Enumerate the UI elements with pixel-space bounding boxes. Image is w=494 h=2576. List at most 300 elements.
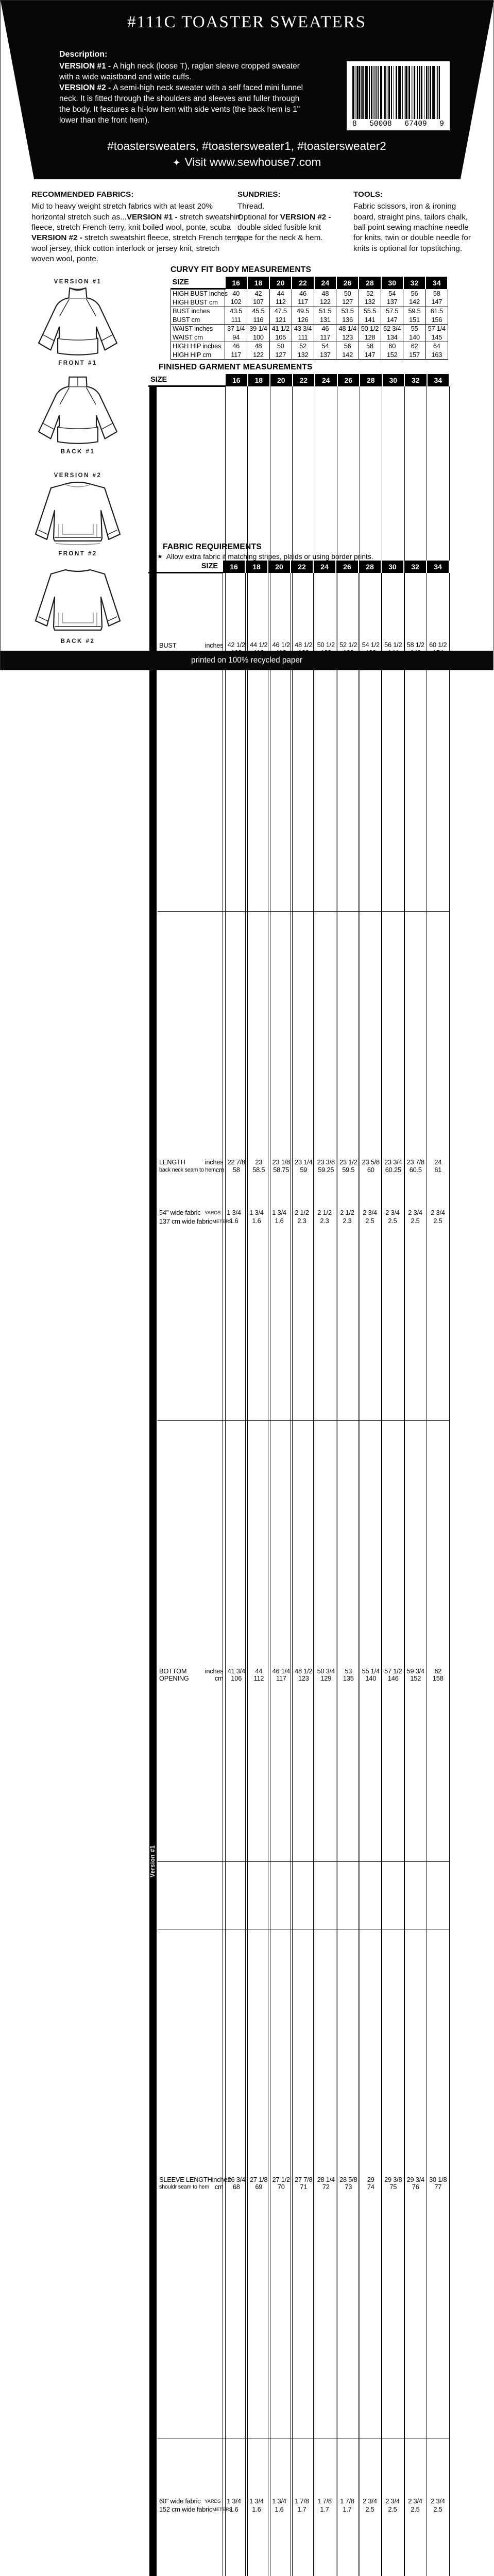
value-top: 58 1/2 [405, 641, 427, 649]
value-bottom: 147 [359, 351, 381, 360]
value-cell [359, 325, 381, 342]
value-cell [292, 325, 314, 342]
value-bottom: 72 [315, 2183, 337, 2191]
size-col-18: 18 [245, 561, 268, 573]
label-text: BOTTOM [159, 1668, 186, 1675]
value-cell [336, 325, 359, 342]
tools-text: Fabric scissors, iron & ironing board, straight pins, tailors chalk, ball point sewing machine needle for knits, twin or double needle for knits is optional for topstitching. [353, 201, 474, 254]
value-top: 56 [403, 290, 425, 298]
footer-text: printed on 100% recycled paper [191, 656, 302, 665]
value-top: 2 1/2 [336, 1209, 359, 1217]
barcode-bar [428, 66, 429, 119]
version2-caption: VERSION #2 [27, 472, 128, 479]
size-col-30: 30 [382, 374, 405, 386]
sundries-line2 [237, 212, 333, 244]
description-version2-label: VERSION #2 - [59, 83, 113, 92]
value-bottom: 147 [426, 298, 448, 307]
value-top: 23 3/4 [382, 1159, 404, 1166]
size-row-label: SIZE [149, 374, 225, 386]
value-top: 52 [359, 290, 381, 298]
value-bottom: 76 [405, 2183, 427, 2191]
size-col-24: 24 [315, 374, 337, 386]
front2-caption: FRONT #2 [27, 551, 128, 557]
value-bottom: 75 [382, 2183, 404, 2191]
value-top: 64 [426, 342, 448, 351]
value-top: 48 [247, 342, 269, 351]
barcode [347, 61, 450, 130]
value-cell [403, 307, 425, 325]
size-col-20: 20 [268, 561, 291, 573]
size-header-row [149, 561, 449, 573]
recommended-fabrics-text-1 [31, 201, 244, 233]
measurement-label [157, 1861, 223, 2576]
visit-url-text: Visit www.sewhouse7.com [185, 156, 321, 168]
value-top: 58 [359, 342, 381, 351]
size-col-22: 22 [293, 374, 315, 386]
value-cell [359, 342, 381, 360]
value-top: 39 1/4 [247, 325, 269, 333]
value-bottom: 123 [293, 1675, 315, 1682]
measurement-label [157, 573, 223, 1862]
value-cell [292, 307, 314, 325]
value-bottom: 140 [403, 333, 425, 342]
value-cell [336, 1861, 359, 2576]
value-cell [225, 307, 247, 325]
value-top: 27 1/2 [270, 2176, 293, 2183]
version-side-label-text: Version #1 [149, 573, 157, 2576]
description-version2-text: A semi-high neck sweater with a self faced mini funnel neck. It is fitted through the shoulders and sleeves and fuller through the body. It features a hi-low hem with side vents (the back hem is 1" lower than the front hem). [59, 83, 303, 125]
back1-caption: BACK #1 [27, 449, 128, 455]
label-text: WAIST cm [173, 333, 203, 342]
value-bottom: 2.3 [291, 1217, 313, 1226]
value-cell [313, 1861, 336, 2576]
value-cell [403, 289, 425, 307]
value-cell [425, 342, 448, 360]
value-top: 41 3/4 [226, 1668, 248, 1675]
size-col-18: 18 [247, 277, 269, 289]
measurement-label [171, 307, 225, 325]
barcode-bar [426, 66, 427, 119]
label-text: 60" wide fabric [159, 2497, 201, 2506]
value-cell [269, 325, 292, 342]
barcode-bar [369, 66, 370, 119]
barcode-bar [430, 66, 431, 119]
value-top: 62 [403, 342, 425, 351]
value-top: 55 [403, 325, 425, 333]
value-top: 46 [225, 342, 247, 351]
value-bottom: 111 [225, 316, 247, 325]
value-top: 44 [270, 290, 292, 298]
value-cell [269, 342, 292, 360]
value-top: 23 1/2 [337, 1159, 360, 1166]
value-cell [313, 573, 336, 1862]
value-top: 26 3/4 [226, 2176, 248, 2183]
value-bottom: 116 [247, 316, 269, 325]
unit-label: YARDS [205, 2497, 220, 2506]
size-col-30: 30 [381, 277, 403, 289]
label-text: 137 cm wide fabric [159, 1217, 212, 1226]
table-row [149, 1861, 449, 2576]
value-top: 48 [314, 290, 336, 298]
fabric-requirements-title: FABRIC REQUIREMENTS [163, 543, 262, 552]
value-cell [427, 1861, 449, 2576]
value-cell [268, 1861, 291, 2576]
label-text: LENGTH [159, 1159, 185, 1166]
version1-caption: VERSION #1 [27, 279, 128, 285]
value-top: 29 3/8 [382, 2176, 404, 2183]
version2-front-illustration [31, 479, 124, 551]
star-icon: ★ [157, 553, 163, 560]
size-col-32: 32 [404, 561, 427, 573]
value-cell [292, 342, 314, 360]
value-top: 27 7/8 [293, 2176, 315, 2183]
value-bottom: 70 [270, 2183, 293, 2191]
barcode-bar [419, 66, 421, 119]
value-top: 2 3/4 [404, 1209, 427, 1217]
value-top: 1 7/8 [291, 2497, 313, 2506]
value-bottom: 134 [381, 333, 403, 342]
barcode-bar [433, 66, 435, 119]
value-cell [381, 1861, 404, 2576]
value-top: 62 [427, 1668, 449, 1675]
barcode-bars [352, 66, 444, 119]
value-top: 41 1/2 [270, 325, 292, 333]
value-top: 24 [427, 1159, 449, 1166]
value-top: 50 3/4 [315, 1668, 337, 1675]
value-bottom: 142 [403, 298, 425, 307]
fabrics-version1-list: stretch sweatshirt fleece, stretch French terry, knit boiled wool, ponte, scuba [31, 213, 241, 232]
value-bottom: 68 [226, 2183, 248, 2191]
value-cell [223, 1861, 245, 2576]
value-top: 23 1/4 [293, 1159, 315, 1166]
value-top: 23 7/8 [405, 1159, 427, 1166]
value-cell [268, 573, 291, 1862]
value-cell [359, 1861, 381, 2576]
value-cell [247, 289, 269, 307]
value-bottom: 2.3 [314, 1217, 336, 1226]
value-bottom: 117 [314, 333, 336, 342]
size-col-34: 34 [427, 374, 450, 386]
value-top: 2 1/2 [314, 1209, 336, 1217]
value-cell [225, 289, 247, 307]
value-bottom: 151 [403, 316, 425, 325]
value-cell [247, 325, 269, 342]
value-top: 2 3/4 [382, 2497, 404, 2506]
value-bottom: 129 [315, 1675, 337, 1682]
pattern-envelope-back [0, 0, 493, 670]
value-bottom: 128 [359, 333, 381, 342]
value-top: 55 1/4 [360, 1668, 382, 1675]
value-top: 51.5 [314, 307, 336, 316]
value-bottom: 126 [292, 316, 314, 325]
version2-back-illustration [31, 564, 124, 638]
size-col-16: 16 [225, 277, 247, 289]
barcode-bar [363, 66, 364, 119]
value-bottom: 112 [270, 298, 292, 307]
value-bottom: 1.6 [268, 1217, 291, 1226]
sparkle-star-icon: ✦ [173, 158, 181, 168]
value-cell [336, 342, 359, 360]
value-top: 2 3/4 [382, 1209, 404, 1217]
curvy-fit-title: CURVY FIT BODY MEASUREMENTS [171, 265, 311, 275]
barcode-bar [399, 66, 401, 119]
value-top: 1 3/4 [223, 2497, 245, 2506]
footer-bar [1, 651, 493, 670]
value-top: 1 3/4 [246, 2497, 268, 2506]
value-top: 49.5 [292, 307, 314, 316]
size-col-26: 26 [337, 374, 360, 386]
curvy-fit-table [171, 277, 448, 360]
value-bottom: 156 [426, 316, 448, 325]
value-bottom: 100 [247, 333, 269, 342]
value-bottom: 117 [270, 1675, 293, 1682]
label-text: HIGH HIP inches [173, 342, 221, 351]
value-bottom: 1.7 [291, 2505, 313, 2514]
barcode-bar [414, 66, 415, 119]
unit-label: YARDS [205, 1209, 220, 1217]
sundries-optional-text: Optional for [237, 213, 280, 222]
front1-caption: FRONT #1 [27, 360, 128, 366]
value-cell [403, 325, 425, 342]
size-col-22: 22 [292, 277, 314, 289]
value-top: 37 1/4 [225, 325, 247, 333]
value-top: 48 1/4 [336, 325, 358, 333]
label-line [173, 351, 223, 360]
size-col-32: 32 [404, 374, 427, 386]
unit-label: cm [215, 2183, 224, 2191]
value-top: 46 [292, 290, 314, 298]
value-top: 23 3/8 [315, 1159, 337, 1166]
value-cell [336, 573, 359, 1862]
barcode-bar [408, 66, 410, 119]
value-top: 1 3/4 [268, 2497, 291, 2506]
label-text: 152 cm wide fabric [159, 2505, 212, 2514]
value-top: 52 3/4 [381, 325, 403, 333]
unit-label: METERS [212, 1217, 232, 1226]
table-row [171, 307, 448, 325]
value-bottom: 136 [336, 316, 358, 325]
value-bottom: 1.6 [246, 2505, 268, 2514]
value-top: 22 7/8 [226, 1159, 248, 1166]
barcode-bar [380, 66, 382, 119]
value-top: 2 3/4 [427, 2497, 449, 2506]
value-top: 1 7/8 [336, 2497, 359, 2506]
value-bottom: 147 [381, 316, 403, 325]
barcode-bar [437, 66, 438, 119]
sundries-section [237, 190, 333, 244]
value-top: 44 1/2 [248, 641, 270, 649]
value-bottom: 60 [360, 1166, 382, 1174]
description-label: Description: [59, 49, 305, 60]
value-bottom: 2.5 [382, 2505, 404, 2514]
value-cell [404, 1861, 427, 2576]
value-top: 46 1/2 [270, 641, 293, 649]
label-line [173, 316, 223, 325]
value-top: 47.5 [270, 307, 292, 316]
recommended-fabrics-section [31, 190, 244, 265]
value-bottom: 60.5 [405, 1166, 427, 1174]
value-cell [245, 573, 268, 1862]
value-cell [403, 342, 425, 360]
barcode-bar [365, 66, 367, 119]
label-line [173, 325, 223, 333]
value-bottom: 58 [226, 1166, 248, 1174]
value-top: 59 3/4 [405, 1668, 427, 1675]
size-col-20: 20 [270, 374, 293, 386]
value-bottom: 117 [225, 351, 247, 360]
table-row [149, 573, 449, 1862]
value-top: 50 1/2 [315, 641, 337, 649]
value-top: 42 [247, 290, 269, 298]
version1-illustration-block [27, 279, 128, 366]
version-side-label [149, 573, 157, 2576]
fabrics-intro-text: Mid to heavy weight stretch fabrics with at least 20% horizontal stretch such as... [31, 202, 213, 221]
fabric-note-text: Allow extra fabric if matching stripes, plaids or using border prints. [166, 553, 373, 561]
sundries-tape-text: double sided fusible knit tape for the neck & hem. [237, 223, 322, 242]
label-line [159, 2497, 221, 2506]
value-bottom: 71 [293, 2183, 315, 2191]
label-line [159, 1209, 221, 1217]
version1-front-illustration [31, 285, 124, 360]
value-top: 23 5/8 [360, 1159, 382, 1166]
value-bottom: 137 [314, 351, 336, 360]
value-cell [336, 289, 359, 307]
size-col-24: 24 [313, 561, 336, 573]
value-top: 60 1/2 [427, 641, 449, 649]
value-bottom: 132 [359, 298, 381, 307]
value-top: 56 1/2 [382, 641, 404, 649]
value-top: 58 [426, 290, 448, 298]
label-line [173, 307, 223, 316]
barcode-digits [352, 121, 444, 128]
barcode-bar [385, 66, 387, 119]
value-bottom: 102 [225, 298, 247, 307]
value-top: 40 [225, 290, 247, 298]
unit-label: inches [205, 1159, 224, 1166]
barcode-bar [439, 66, 440, 119]
value-bottom: 1.6 [268, 2505, 291, 2514]
value-cell [381, 307, 403, 325]
value-bottom: 58.75 [270, 1166, 293, 1174]
value-bottom: 105 [270, 333, 292, 342]
value-cell [247, 307, 269, 325]
value-top: 48 1/2 [293, 1668, 315, 1675]
value-cell [314, 325, 336, 342]
value-top: 28 5/8 [337, 2176, 360, 2183]
label-text: HIGH BUST inches [173, 290, 228, 298]
fabric-requirements-table [148, 561, 450, 2576]
measurement-label [171, 342, 225, 360]
value-top: 57 1/2 [382, 1668, 404, 1675]
value-top: 54 [381, 290, 403, 298]
label-text: 54" wide fabric [159, 1209, 201, 1217]
value-top: 23 1/8 [270, 1159, 293, 1166]
value-bottom: 145 [426, 333, 448, 342]
value-top: 56 [336, 342, 358, 351]
value-cell [359, 289, 381, 307]
value-bottom: 2.5 [427, 1217, 449, 1226]
label-line [173, 290, 223, 298]
value-cell [425, 325, 448, 342]
barcode-bar [388, 66, 390, 119]
finished-garment-title: FINISHED GARMENT MEASUREMENTS [159, 363, 313, 372]
value-top: 52 1/2 [337, 641, 360, 649]
value-bottom: 59 [293, 1166, 315, 1174]
value-top: 50 [336, 290, 358, 298]
value-top: 2 1/2 [291, 1209, 313, 1217]
value-cell [381, 573, 404, 1862]
table-row [171, 289, 448, 307]
value-bottom: 146 [382, 1675, 404, 1682]
value-bottom: 106 [226, 1675, 248, 1682]
value-bottom: 58.5 [248, 1166, 270, 1174]
value-top: 2 3/4 [359, 2497, 381, 2506]
sundries-line1: Thread. [237, 201, 333, 212]
label-text: shouldr seam to hem [159, 2183, 209, 2191]
value-bottom: 127 [336, 298, 358, 307]
pattern-title: #111C TOASTER SWEATERS [1, 13, 493, 32]
size-col-24: 24 [314, 277, 336, 289]
description-block [59, 49, 305, 126]
size-row-label: SIZE [171, 277, 225, 289]
visit-line [1, 156, 493, 169]
size-col-28: 28 [359, 277, 381, 289]
size-col-34: 34 [425, 277, 448, 289]
value-top: 1 3/4 [268, 1209, 291, 1217]
value-top: 48 1/2 [293, 641, 315, 649]
value-bottom: 1.6 [246, 1217, 268, 1226]
value-bottom: 2.5 [404, 1217, 427, 1226]
value-bottom: 141 [359, 316, 381, 325]
size-col-26: 26 [336, 561, 359, 573]
value-bottom: 122 [314, 298, 336, 307]
value-bottom: 60.25 [382, 1166, 404, 1174]
size-col-22: 22 [291, 561, 313, 573]
sundries-heading: SUNDRIES: [237, 190, 333, 200]
barcode-bar [402, 66, 403, 119]
table-row [171, 325, 448, 342]
value-bottom: 137 [381, 298, 403, 307]
size-row-label: SIZE [149, 561, 223, 573]
label-text: WAIST inches [173, 325, 213, 333]
value-cell [291, 1861, 313, 2576]
value-bottom: 158 [427, 1675, 449, 1682]
barcode-bar [357, 66, 359, 119]
barcode-bar [398, 66, 399, 119]
label-text: back neck seam to hem [159, 1166, 216, 1174]
unit-label: inches [205, 642, 224, 649]
value-bottom: 152 [381, 351, 403, 360]
value-cell [404, 573, 427, 1862]
value-top: 1 3/4 [246, 1209, 268, 1217]
value-bottom: 2.5 [382, 1217, 404, 1226]
recommended-fabrics-text-2 [31, 233, 244, 264]
value-cell [269, 307, 292, 325]
value-top: 43.5 [225, 307, 247, 316]
size-col-30: 30 [381, 561, 404, 573]
value-top: 46 [314, 325, 336, 333]
value-cell [425, 289, 448, 307]
label-line [173, 333, 223, 342]
size-col-20: 20 [269, 277, 292, 289]
size-col-16: 16 [225, 374, 248, 386]
value-top: 2 3/4 [404, 2497, 427, 2506]
value-top: 60 [381, 342, 403, 351]
value-cell [314, 307, 336, 325]
fabrics-version2-label: VERSION #2 - [31, 233, 84, 242]
value-bottom: 127 [270, 351, 292, 360]
value-top: 30 1/8 [427, 2176, 449, 2183]
